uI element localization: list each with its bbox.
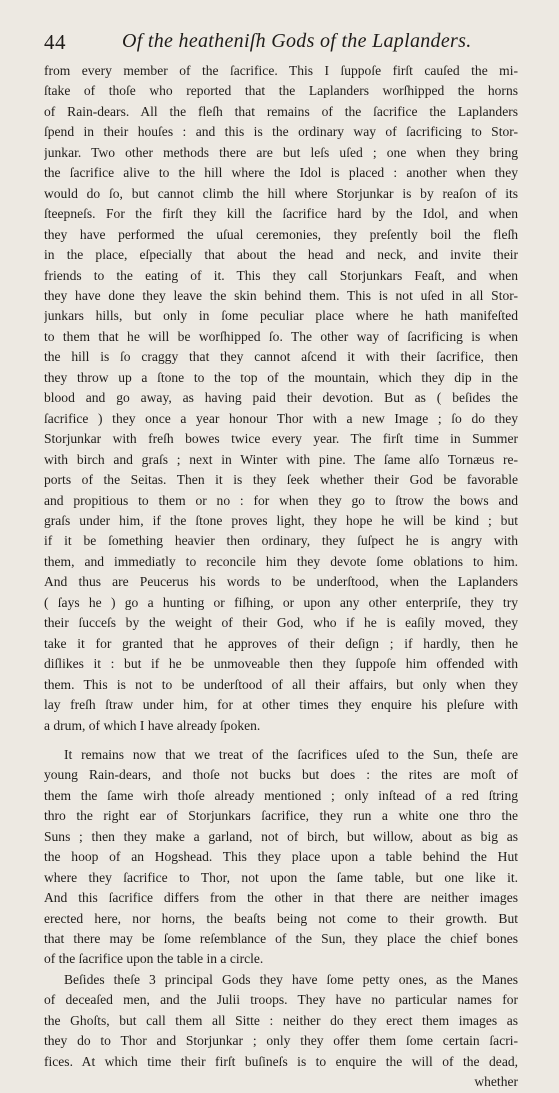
text-line: they have performed the uſual ceremonies, they preſently boil the fleſh: [44, 226, 518, 242]
running-title: Of the heatheniſh Gods of the Laplanders.: [122, 30, 472, 52]
text-line: them the ſame wirh thoſe already mentioned ; only inſtead of a red ſtring: [44, 787, 518, 803]
text-line: that there may be ſome reſemblance of the Sun, they place the chief bones: [44, 931, 518, 947]
text-line: of the ſacrifice upon the table in a circle.: [44, 951, 264, 967]
text-line: lay freſh ſtraw under him, for at other times they enquire his pleſure with: [44, 697, 518, 713]
text-line: ports of the Seitas. Then it is they ſeek whether their God be favorable: [44, 472, 518, 488]
body-text: [44, 61, 518, 1093]
text-line: them. This is not to be underſtood of all their affairs, but only when they: [44, 676, 518, 692]
catchword: whether: [474, 1074, 518, 1090]
text-line: if it be ſomething heavier then ordinary, they ſuſpect he is angry with: [44, 533, 518, 549]
text-line: thro the right ear of Storjunkars ſacrifice, they run a white one thro the: [44, 808, 518, 824]
text-line: diſlikes it : but if he be unmoveable then they ſuppoſe him offended with: [44, 656, 518, 672]
page-header: [44, 30, 518, 62]
text-line: It remains now that we treat of the ſacrifices uſed to the Sun, theſe are: [64, 746, 518, 762]
text-line: they have done they leave the skin behind them. This is not uſed in all Stor-: [44, 287, 518, 303]
text-line: junkar. Two other methods there are but leſs uſed ; one when they bring: [44, 144, 518, 160]
text-line: erected here, nor horns, the beaſts being not come to their growth. But: [44, 910, 518, 926]
text-line: the Ghoſts, but call them all Sitte : neither do they erect them images as: [44, 1012, 518, 1028]
text-line: Beſides theſe 3 principal Gods they have ſome petty ones, as the Manes: [64, 971, 518, 987]
text-line: the hill is ſo craggy that they cannot aſcend it with their ſacrifice, then: [44, 349, 518, 365]
text-line: would do ſo, but cannot climb the hill where Storjunkar is by reaſon of its: [44, 185, 518, 201]
text-line: Suns ; then they make a garland, not of birch, but willow, about as big as: [44, 828, 518, 844]
text-line: in the place, eſpecially that about the head and neck, and invite their: [44, 247, 518, 263]
text-line: ( ſays he ) go a hunting or fiſhing, or upon any other enterpriſe, they try: [44, 594, 518, 610]
text-line: And this ſacrifice differs from the other in that there are neither images: [44, 890, 518, 906]
text-line: them, and immediatly to reconcile him they devote ſome oblations to him.: [44, 553, 518, 569]
text-line: their ſucceſs by the weight of their God, who if he is eaſily moved, they: [44, 615, 518, 631]
text-line: and propitious to them or no : for when they go to ſtrow the bows and: [44, 492, 518, 508]
text-line: a drum, of which I have already ſpoken.: [44, 717, 261, 733]
paragraph: [44, 61, 518, 736]
text-line: they throw up a ſtone to the top of the mountain, which they dip in the: [44, 369, 518, 385]
text-line: Storjunkar with freſh bowes twice every year. The firſt time in Summer: [44, 431, 518, 447]
text-line: of Rain-dears. All the fleſh that remains of the ſacrifice the Laplanders: [44, 103, 518, 119]
text-line: they do to Thor and Storjunkar ; only they offer them ſome certain ſacri-: [44, 1033, 518, 1049]
text-line: blood and go away, as having paid their devotion. But as ( beſides the: [44, 390, 518, 406]
text-line: the ſacrifice alive to the hill where the Idol is placed : another when they: [44, 165, 518, 181]
text-line: graſs under him, if the ſtone proves light, they hope he will be kind ; but: [44, 512, 518, 528]
text-line: to them that he will be worſhipped ſo. The other way of ſacrificing is when: [44, 328, 518, 344]
text-line: ſpend in their houſes : and this is the ordinary way of ſacrificing to Stor-: [44, 124, 518, 140]
text-line: the hoop of an Hogshead. This they place upon a table behind the Hut: [44, 849, 518, 865]
text-line: ſteepneſs. For the firſt they kill the ſacrifice hard by the Idol, and when: [44, 206, 518, 222]
text-line: young Rain-dears, and thoſe not bucks but does : the rites are moſt of: [44, 767, 518, 783]
text-line: with birch and graſs ; next in Winter with pine. The ſame alſo Tornæus re-: [44, 451, 518, 467]
text-line: take it for granted that he approves of their deſign ; if hardly, then he: [44, 635, 518, 651]
text-line: fices. At which time their firſt buſineſs is to enquire the will of the dead,: [44, 1053, 518, 1069]
text-line: And thus are Peucerus his words to be underſtood, when the Laplanders: [44, 574, 518, 590]
paragraph: [44, 970, 518, 1072]
text-line: ſtake of thoſe who reported that the Laplanders worſhipped the horns: [44, 83, 518, 99]
page-number: 44: [44, 30, 66, 54]
text-line: junkars hills, but only in ſome peculiar place where he hath manifeſted: [44, 308, 518, 324]
text-line: ſacrifice ) they once a year honour Thor with a new Image ; ſo do they: [44, 410, 518, 426]
text-line: friends to the eating of it. This they call Storjunkars Feaſt, and when: [44, 267, 518, 283]
text-line: of deceaſed men, and the Julii troops. They have no particular names for: [44, 992, 518, 1008]
text-line: where they ſacrifice to Thor, not upon the ſame table, but one like it.: [44, 869, 518, 885]
paragraph: [44, 745, 518, 970]
text-line: from every member of the ſacrifice. This I ſuppoſe firſt cauſed the mi-: [44, 63, 518, 78]
